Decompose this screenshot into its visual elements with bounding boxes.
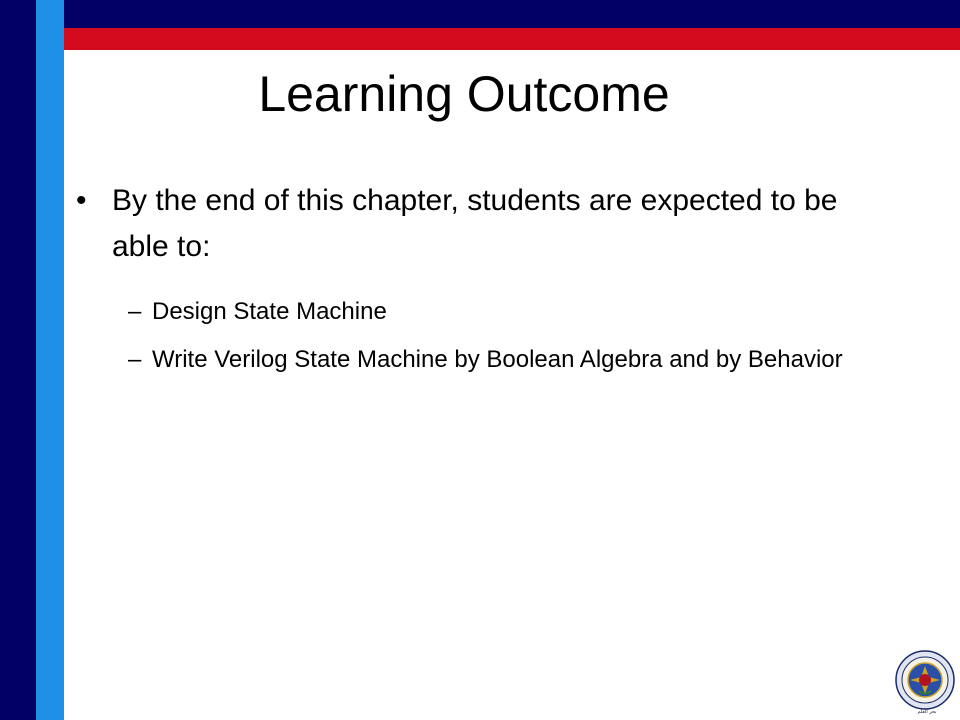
logo-caption: ﺑﺤﺮ ﺍﻟﻌﻠﻢ (917, 709, 937, 715)
university-seal-icon (895, 650, 955, 710)
sub-item-marker: – (128, 298, 142, 325)
top-red-bar (64, 28, 960, 50)
bullet-text: By the end of this chapter, students are expected to be able to: (112, 184, 838, 263)
sub-item-write (128, 341, 868, 379)
top-navy-bar (64, 0, 960, 28)
bullet-item (76, 178, 876, 270)
sub-item-design (128, 293, 868, 331)
sub-item-marker: – (128, 346, 142, 373)
slide-title: Learning Outcome (258, 66, 670, 122)
left-navy-bar (0, 0, 36, 720)
left-blue-bar (36, 0, 64, 720)
sub-item-text: Design State Machine (152, 298, 387, 325)
sub-item-text: Write Verilog State Machine by Boolean Algebra and by Behavior (152, 346, 843, 373)
bullet-marker: • (76, 184, 87, 217)
